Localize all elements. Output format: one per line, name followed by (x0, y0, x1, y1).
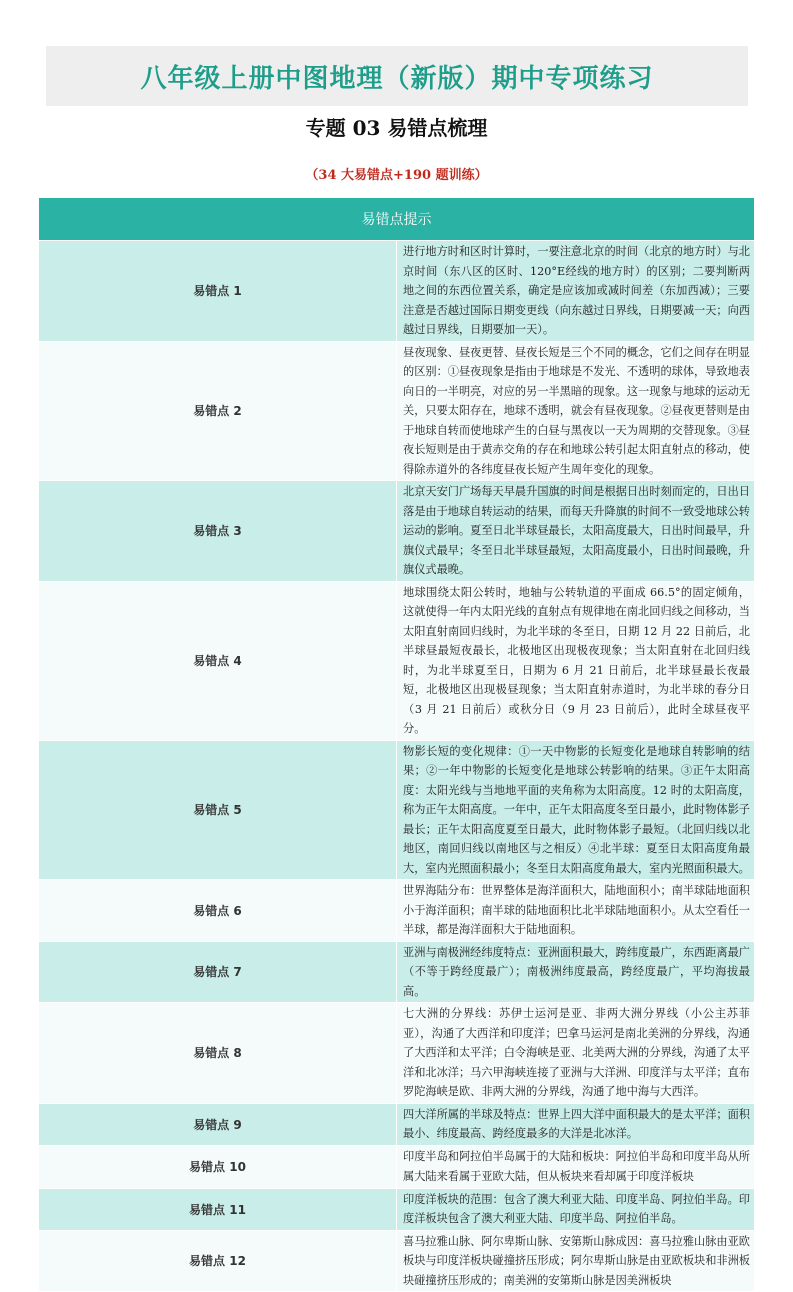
row-label: 易错点 8 (39, 1003, 397, 1104)
error-points-table (38, 197, 755, 1292)
row-label: 易错点 9 (39, 1103, 397, 1145)
row-label: 易错点 5 (39, 740, 397, 880)
row-label: 易错点 10 (39, 1145, 397, 1188)
page-subtitle: 专题 03 易错点梳理 (305, 116, 488, 140)
row-content: 物影长短的变化规律：①一天中物影的长短变化是地球自转影响的结果；②一年中物影的长短变化是地球公转影响的结果。③正午太阳高度：太阳光线与当地地平面的夹角称为太阳高度。12 时的太阳高度，称为正午太阳高度。一年中，正午太阳高度冬至日最小，此时物体影子最长；正午太阳高度夏至日最大，此时物体影子最短。（北回归线以北地区，南回归线以南地区与之相反）④北半球：夏至日太阳高度角最大，室内光照面积最小；冬至日太阳高度角最大，室内光照面积最大。 (397, 740, 755, 880)
row-label: 易错点 1 (39, 241, 397, 342)
row-label: 易错点 4 (39, 581, 397, 740)
table-row (39, 1145, 755, 1188)
table-row (39, 1188, 755, 1230)
row-content: 进行地方时和区时计算时，一要注意北京的时间（北京的地方时）与北京时间（东八区的区时、120°E经线的地方时）的区别；二要判断两地之间的东西位置关系，确定是应该加或减时间差（东加西减）；三要注意是否越过国际日期变更线（向东越过日界线，日期要减一天；向西越过日界线，日期要加一天）。 (397, 241, 755, 342)
row-content: 地球围绕太阳公转时，地轴与公转轨道的平面成 66.5°的固定倾角，这就使得一年内太阳光线的直射点有规律地在南北回归线之间移动，当太阳直射南回归线时，为北半球的冬至日，日期 12 月 22 日前后，北半球昼最短夜最长，北极地区出现极夜现象；当太阳直射在北回归线时，为北半球夏至日，日期为 6 月 21 日前后，北半球昼最长夜最短，北极地区出现极昼现象；当太阳直射赤道时，为北半球的春分日（3 月 21 日前后）或秋分日（9 月 23 日前后），此时全球昼夜平分。 (397, 581, 755, 740)
table-row (39, 740, 755, 880)
row-content: 四大洋所属的半球及特点：世界上四大洋中面积最大的是太平洋；面积最小、纬度最高、跨经度最多的大洋是北冰洋。 (397, 1103, 755, 1145)
table-row (39, 1230, 755, 1292)
row-content: 亚洲与南极洲经纬度特点：亚洲面积最大，跨纬度最广，东西距离最广（不等于跨经度最广）；南极洲纬度最高，跨经度最广，平均海拔最高。 (397, 941, 755, 1003)
table-row (39, 1003, 755, 1104)
row-label: 易错点 11 (39, 1188, 397, 1230)
row-content: 印度洋板块的范围：包含了澳大利亚大陆、印度半岛、阿拉伯半岛。印度洋板块包含了澳大利亚大陆、印度半岛、阿拉伯半岛。 (397, 1188, 755, 1230)
table-header: 易错点提示 (39, 198, 755, 241)
row-label: 易错点 12 (39, 1230, 397, 1292)
row-content: 北京天安门广场每天早晨升国旗的时间是根据日出时刻而定的，日出日落是由于地球自转运动的结果，而每天升降旗的时间不一致受地球公转运动的影响。夏至日北半球昼最长，太阳高度最大，日出时间最早，升旗仪式最早；冬至日北半球昼最短，太阳高度最小，日出时间最晚，升旗仪式最晚。 (397, 481, 755, 582)
row-label: 易错点 7 (39, 941, 397, 1003)
table-row (39, 341, 755, 481)
table-row (39, 1103, 755, 1145)
table-row (39, 241, 755, 342)
row-label: 易错点 6 (39, 880, 397, 942)
table-row (39, 880, 755, 942)
table-row (39, 581, 755, 740)
row-content: 昼夜现象、昼夜更替、昼夜长短是三个不同的概念，它们之间存在明显的区别：①昼夜现象是指由于地球是不发光、不透明的球体，导致地表向日的一半明亮，对应的另一半黑暗的现象。这一现象与地球的运动无关，只要太阳存在，地球不透明，就会有昼夜现象。②昼夜更替则是由于地球自转而使地球产生的白昼与黑夜以一天为周期的交替现象。③昼夜长短则是由于黄赤交角的存在和地球公转引起太阳直射点的移动，使得除赤道外的各纬度昼夜长短产生周年变化的现象。 (397, 341, 755, 481)
table-row (39, 941, 755, 1003)
table-row (39, 481, 755, 582)
title-banner (46, 46, 748, 106)
row-label: 易错点 2 (39, 341, 397, 481)
row-content: 印度半岛和阿拉伯半岛属于的大陆和板块：阿拉伯半岛和印度半岛从所属大陆来看属于亚欧大陆，但从板块来看却属于印度洋板块 (397, 1145, 755, 1188)
row-content: 世界海陆分布：世界整体是海洋面积大，陆地面积小；南半球陆地面积小于海洋面积；南半球的陆地面积比北半球陆地面积小。从太空看任一半球，都是海洋面积大于陆地面积。 (397, 880, 755, 942)
row-content: 七大洲的分界线：苏伊士运河是亚、非两大洲分界线（小公主苏菲亚），沟通了大西洋和印度洋；巴拿马运河是南北美洲的分界线，沟通了大西洋和太平洋；白令海峡是亚、北美两大洲的分界线，沟通了太平洋和北冰洋；马六甲海峡连接了亚洲与大洋洲、印度洋与太平洋；直布罗陀海峡是欧、非两大洲的分界线，沟通了地中海与大西洋。 (397, 1003, 755, 1104)
row-content: 喜马拉雅山脉、阿尔卑斯山脉、安第斯山脉成因：喜马拉雅山脉由亚欧板块与印度洋板块碰撞挤压形成；阿尔卑斯山脉是由亚欧板块和非洲板块碰撞挤压形成的；南美洲的安第斯山脉是因美洲板块 (397, 1230, 755, 1292)
count-note: （34 大易错点+190 题训练） (305, 168, 488, 183)
page-title: 八年级上册中图地理（新版）期中专项练习 (140, 63, 654, 94)
row-label: 易错点 3 (39, 481, 397, 582)
